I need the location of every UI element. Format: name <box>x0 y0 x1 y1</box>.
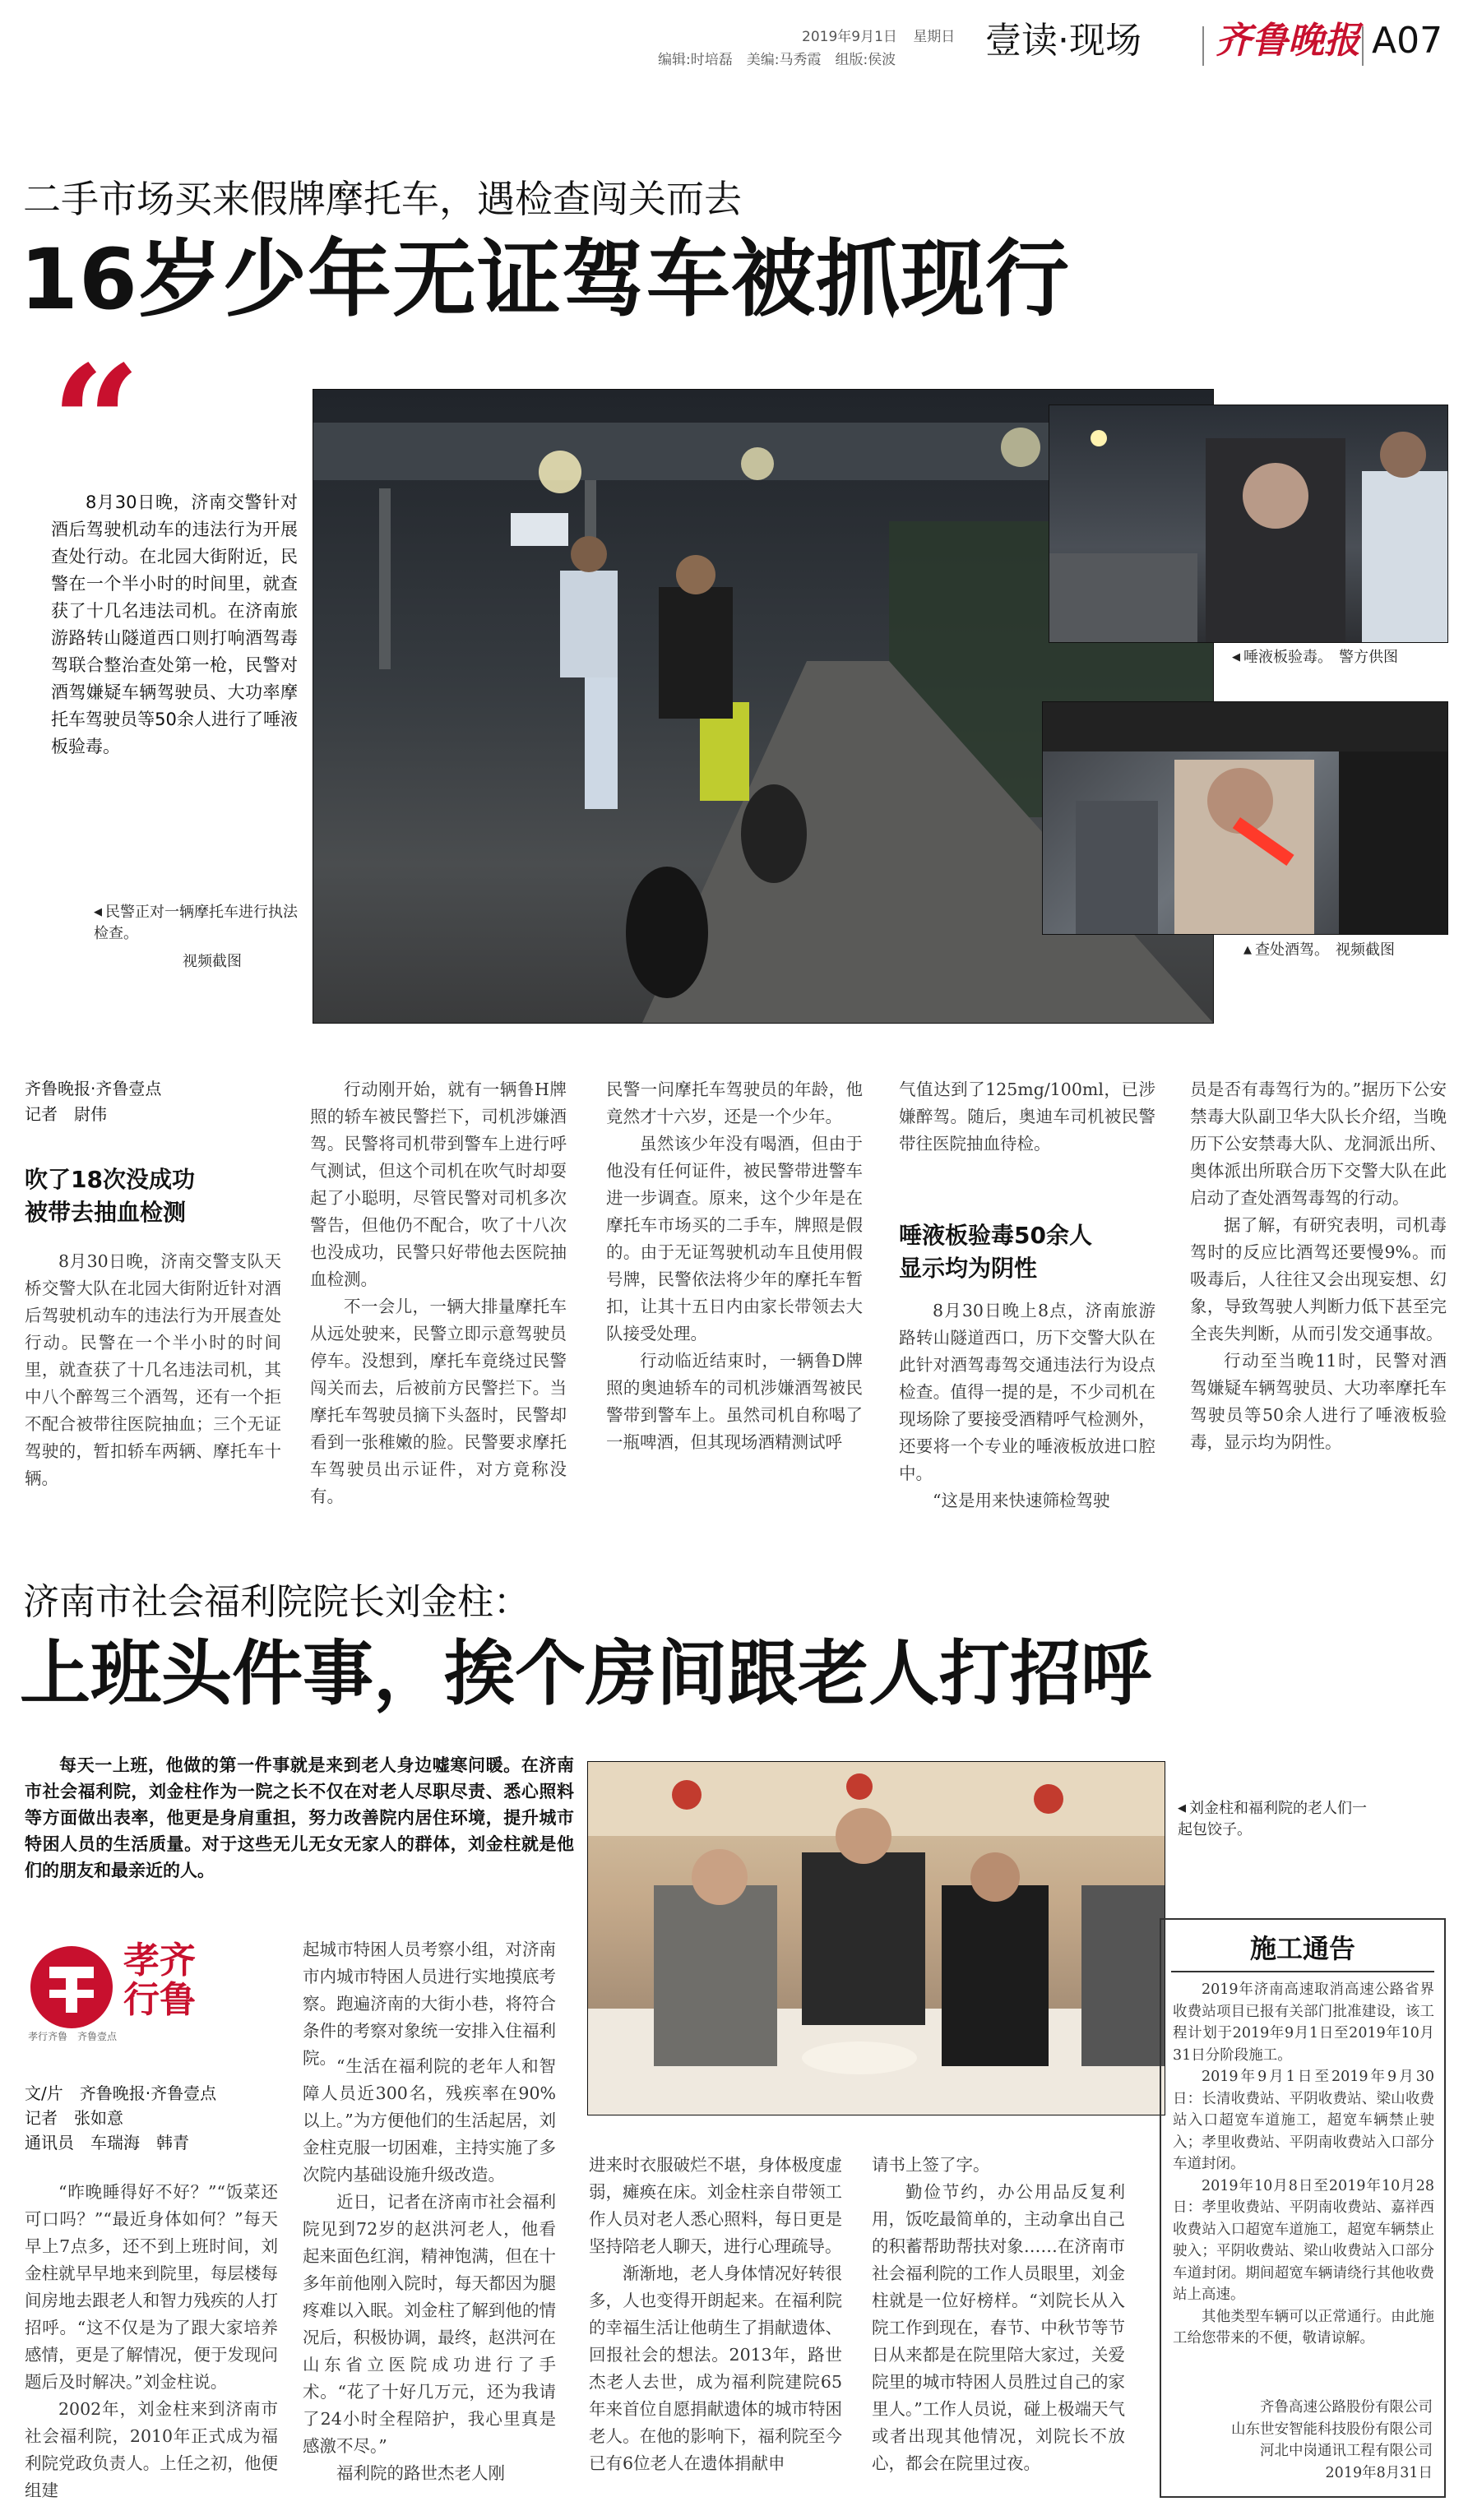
paragraph: 进来时衣服破烂不堪，身体极度虚弱，瘫痪在床。刘金柱亲自带领工作人员对老人悉心照料，每日更是坚持陪老人聊天，进行心理疏导。 <box>589 2155 842 2256</box>
paragraph: 员是否有毒驾行为的。”据历下公安禁毒大队副卫华大队长介绍，当晚历下公安禁毒大队、龙洞派出所、奥体派出所联合历下交警大队在此启动了查处酒驾毒驾的行动。 <box>1190 1080 1447 1208</box>
caption-arrow-icon: ◀ <box>1178 1802 1186 1815</box>
photo-saliva-scene <box>1049 405 1447 642</box>
photo-main-caption <box>94 902 298 945</box>
paragraph: 起城市特困人员考察小组，对济南市内城市特困人员进行实地摸底考察。跑遍济南的大街小巷，将符合条件的考察对象统一安排入住福利院。 <box>303 1940 556 2068</box>
header-page-number: A07 <box>1372 20 1443 62</box>
paragraph: “生活在福利院的老年人和智障人员近300名，残疾率在90%以上。”为方便他们的生活起居，刘金柱克服一切困难，主持实施了多次院内基础设施升级改造。 <box>303 2056 556 2185</box>
photo-main-caption-text: 民警正对一辆摩托车进行执法检查。 <box>94 904 298 942</box>
article1-summary: 8月30日晚，济南交警针对酒后驾驶机动车的违法行为开展查处行动。在北园大街附近，民警在一个半小时的时间里，就查获了十几名违法司机。在济南旅游路转山隧道西口则打响酒驾毒驾联合整治查处第一枪，民警对酒驾嫌疑车辆驾驶员、大功率摩托车驾驶员等50余人进行了唾液板验毒。 <box>51 492 298 756</box>
header-divider-2 <box>1362 26 1364 66</box>
photo-dumplings <box>587 1761 1165 2115</box>
article2-col1 <box>25 2179 278 2504</box>
notice-paragraph: 2019年10月8日至2019年10月28日：孝里收费站、平阴南收费站、嘉祥西收费站入口超宽车道施工，超宽车辆禁止驶入；平阴收费站、梁山收费站入口部分车道封闭。期间超宽车辆请绕行其他收费站上高速。 <box>1173 2177 1434 2303</box>
page-header <box>0 0 1468 78</box>
paragraph: 8月30日晚上8点，济南旅游路转山隧道西口，历下交警大队在此针对酒驾毒驾交通违法行为设点检查。值得一提的是，不少司机在现场除了要接受酒精呼气检测外，还要将一个专业的唾液板放进口腔中。 <box>899 1301 1155 1483</box>
notice-paragraph: 其他类型车辆可以正常通行。由此施工给您带来的不便，敬请谅解。 <box>1173 2308 1434 2347</box>
photo-drunk-driving-check <box>1042 701 1448 935</box>
byline-line: 通讯员 车瑞海 韩青 <box>25 2133 189 2152</box>
article1-col4a <box>899 1076 1155 1158</box>
logo-text-line2: 行鲁 <box>123 1979 196 2021</box>
article1-source: 齐鲁晚报·齐鲁壹点 <box>25 1079 162 1098</box>
header-section: 壹读·现场 <box>985 20 1142 62</box>
article1-col1 <box>25 1248 281 1492</box>
photo-tr-caption <box>1232 647 1398 668</box>
notice-title-bar <box>1171 1930 1434 1972</box>
article2-col2a <box>303 1936 556 2072</box>
header-date: 2019年9月1日 <box>802 29 897 45</box>
notice-body <box>1173 1979 1434 2350</box>
construction-notice <box>1160 1918 1446 2498</box>
photo-dumplings-caption <box>1178 1798 1367 1841</box>
article1-subhead2 <box>899 1219 1092 1285</box>
article1-col5 <box>1190 1076 1447 1456</box>
article2-col4 <box>872 2152 1125 2477</box>
paragraph: 渐渐地，老人身体情况好转很多，人也变得开朗起来。在福利院的幸福生活让他萌生了捐献遗体、回报社会的想法。2013年，路世杰老人去世，成为福利院建院65年来首位自愿捐献遗体的城市特困老人。在他的影响下，福利院至今已有6位老人在遗体捐献申 <box>589 2263 842 2473</box>
article1-subhead1 <box>25 1163 195 1229</box>
photo-tr-credit: 警方供图 <box>1339 649 1398 666</box>
paragraph: 勤俭节约，办公用品反复利用，饭吃最简单的，主动拿出自己的积蓄帮助帮扶对象……在济南市社会福利院的工作人员眼里，刘金柱就是一位好榜样。“刘院长从入院工作到现在，春节、中秋节等节日从来都是在院里陪大家过，关爱院里的城市特困人员胜过自己的家里人。”工作人员说，碰上极端天气或者出现其他情况，刘院长不放心，都会在院里过夜。 <box>872 2182 1125 2473</box>
photo-mr-caption-text: 查处酒驾。 <box>1255 941 1329 959</box>
paragraph: 民警一问摩托车驾驶员的年龄，他竟然才十六岁，还是一个少年。 <box>606 1080 863 1126</box>
paragraph: “昨晚睡得好不好？”“饭菜还可口吗？”“最近身体如何？”每天早上7点多，还不到上班时间，刘金柱就早早地来到院里，每层楼每间房地去跟老人和智力残疾的人打招呼。“这不仅是为了跟大家培养感情，更是了解情况，便于发现问题后及时解决。”刘金柱说。 <box>25 2182 278 2392</box>
paragraph: 虽然该少年没有喝酒，但由于他没有任何证件，被民警带进警车进一步调查。原来，这个少年是在摩托车市场买的二手车，牌照是假的。由于无证驾驶机动车且使用假号牌，民警依法将少年的摩托车暂扣，让其十五日内由家长带领去大队接受处理。 <box>606 1134 863 1343</box>
article1-subhead1-line1: 吹了18次没成功 <box>25 1166 195 1193</box>
caption-arrow-icon: ◀ <box>1232 651 1240 664</box>
header-date-line <box>802 25 955 45</box>
paragraph: 8月30日晚，济南交警支队天桥交警大队在北园大街附近针对酒后驾驶机动车的违法行为开展查处行动。民警在一个半小时的时间里，就查获了十几名违法司机，其中八个醉驾三个酒驾，还有一个拒不配合被带往医院抽血；三个无证驾驶的，暂扣轿车两辆、摩托车十辆。 <box>25 1251 281 1488</box>
article1-subhead1-line2: 被带去抽血检测 <box>25 1199 187 1226</box>
article1-kicker: 二手市场买来假牌摩托车，遇检查闯关而去 <box>23 177 742 221</box>
caption-arrow-icon: ▲ <box>1243 944 1252 956</box>
article1-subhead2-line2: 显示均为阴性 <box>899 1255 1038 1282</box>
article2-col3 <box>589 2152 842 2477</box>
photo-dumplings-scene <box>588 1762 1165 2115</box>
paragraph: 福利院的路世杰老人刚 <box>336 2463 505 2483</box>
byline-line: 文/片 齐鲁晚报·齐鲁壹点 <box>25 2083 217 2103</box>
paragraph: 行动临近结束时，一辆鲁D牌照的奥迪轿车的司机涉嫌酒驾被民警带到警车上。虽然司机自称喝了一瓶啤酒，但其现场酒精测试呼 <box>606 1351 863 1452</box>
paragraph: “这是用来快速筛检驾驶 <box>933 1491 1110 1510</box>
article2-byline <box>25 2081 216 2155</box>
photo-dumplings-caption-text: 刘金柱和福利院的老人们一起包饺子。 <box>1178 1800 1367 1838</box>
header-weekday: 星期日 <box>913 29 956 45</box>
paragraph: 近日，记者在济南市社会福利院见到72岁的赵洪河老人，他看起来面色红润，精神饱满，但在十多年前他刚入院时，每天都因为腿疼难以入眠。刘金柱了解到他的情况后，积极协调，最终，赵洪河在山东省立医院成功进行了手术。“花了十好几万元，还为我请了24小时全程陪护，我心里真是感激不尽。” <box>303 2192 556 2456</box>
article1-col3 <box>606 1076 863 1456</box>
photo-saliva-test <box>1049 405 1448 643</box>
notice-signatory: 山东世安智能科技股份有限公司 <box>1231 2421 1433 2438</box>
article1-headline: 16岁少年无证驾车被抓现行 <box>20 231 1070 329</box>
notice-paragraph: 2019年9月1日至2019年9月30日：长清收费站、平阴收费站、梁山收费站入口超宽车道施工，超宽车辆禁止驶入；孝里收费站、平阴南收费站入口部分车道封闭。 <box>1173 2069 1434 2172</box>
caption-arrow-icon: ◀ <box>94 906 102 918</box>
xiaoxing-qilu-logo <box>26 1937 260 2044</box>
header-divider <box>1202 26 1204 66</box>
article2-col2b <box>303 2053 556 2487</box>
article1-subhead2-line1: 唾液板验毒50余人 <box>899 1222 1092 1249</box>
quote-mark: “ <box>51 331 141 515</box>
photo-mr-caption <box>1243 940 1395 961</box>
notice-signatory: 齐鲁高速公路股份有限公司 <box>1260 2399 1433 2416</box>
paragraph: 行动刚开始，就有一辆鲁H牌照的轿车被民警拦下，司机涉嫌酒驾。民警将司机带到警车上进行呼气测试，但这个司机在吹气时却耍起了小聪明，尽管民警对司机多次警告，但他仍不配合，吹了十八次也没成功，民警只好带他去医院抽血检测。 <box>310 1080 567 1289</box>
article1-col4b <box>899 1297 1155 1514</box>
article1-reporter: 记者 尉伟 <box>25 1104 107 1124</box>
paragraph: 气值达到了125mg/100ml，已涉嫌醉驾。随后，奥迪车司机被民警带往医院抽血待检。 <box>899 1080 1155 1154</box>
paragraph: 请书上签了字。 <box>872 2155 990 2175</box>
byline-line: 记者 张如意 <box>25 2108 123 2128</box>
paragraph: 行动至当晚11时，民警对酒驾嫌疑车辆驾驶员、大功率摩托车驾驶员等50余人进行了唾液板验毒，显示均为阴性。 <box>1190 1351 1447 1452</box>
notice-signatories <box>1231 2397 1433 2484</box>
paragraph: 不一会儿，一辆大排量摩托车从远处驶来，民警立即示意驾驶员停车。没想到，摩托车竟绕过民警闯关而去，后被前方民警拦下。当摩托车驾驶员摘下头盔时，民警却看到一张稚嫩的脸。民警要求摩托车驾驶员出示证件，对方竟称没有。 <box>310 1297 567 1506</box>
logo-emblem-icon <box>26 1942 117 2032</box>
article2-intro: 每天一上班，他做的第一件事就是来到老人身边嘘寒问暖。在济南市社会福利院，刘金柱作为一院之长不仅在对老人尽职尽责、悉心照料等方面做出表率，他更是身肩重担，努力改善院内居住环境，提升城市特困人员的生活质量。对于这些无儿无女无家人的群体，刘金柱就是他们的朋友和最亲近的人。 <box>25 1755 574 1880</box>
photo-tr-caption-text: 唾液板验毒。 <box>1243 649 1332 666</box>
article2-kicker: 济南市社会福利院院长刘金柱： <box>23 1581 530 1623</box>
logo-text-line1: 孝齐 <box>123 1940 196 1981</box>
photo-mr-credit: 视频截图 <box>1336 941 1395 959</box>
notice-title: 施工通告 <box>1249 1933 1355 1964</box>
notice-signatory: 河北中岗通讯工程有限公司 <box>1260 2443 1433 2459</box>
paragraph: 2002年，刘金柱来到济南市社会福利院，2010年正式成为福利院党政负责人。上任之初，他便组建 <box>25 2399 278 2500</box>
photo-main-credit: 视频截图 <box>183 953 242 970</box>
logo-small-text: 孝行齐鲁 齐鲁壹点 <box>28 2031 118 2042</box>
notice-date: 2019年8月31日 <box>1325 2464 1433 2481</box>
header-editors: 编辑:时培磊 美编:马秀霞 组版:侯波 <box>658 52 896 68</box>
notice-paragraph: 2019年济南高速取消高速公路省界收费站项目已报有关部门批准建设，该工程计划于2019年9月1日至2019年10月31日分阶段施工。 <box>1173 1981 1434 2064</box>
article1-col2 <box>310 1076 567 1510</box>
article2-headline: 上班头件事，挨个房间跟老人打招呼 <box>20 1633 1151 1715</box>
header-brand: 齐鲁晚报 <box>1216 20 1360 62</box>
paragraph: 据了解，有研究表明，司机毒驾时的反应比酒驾还要慢9%。而吸毒后，人往往又会出现妄想、幻象，导致驾驶人判断力低下甚至完全丧失判断，从而引发交通事故。 <box>1190 1215 1447 1343</box>
photo-drunk-scene <box>1043 702 1447 934</box>
